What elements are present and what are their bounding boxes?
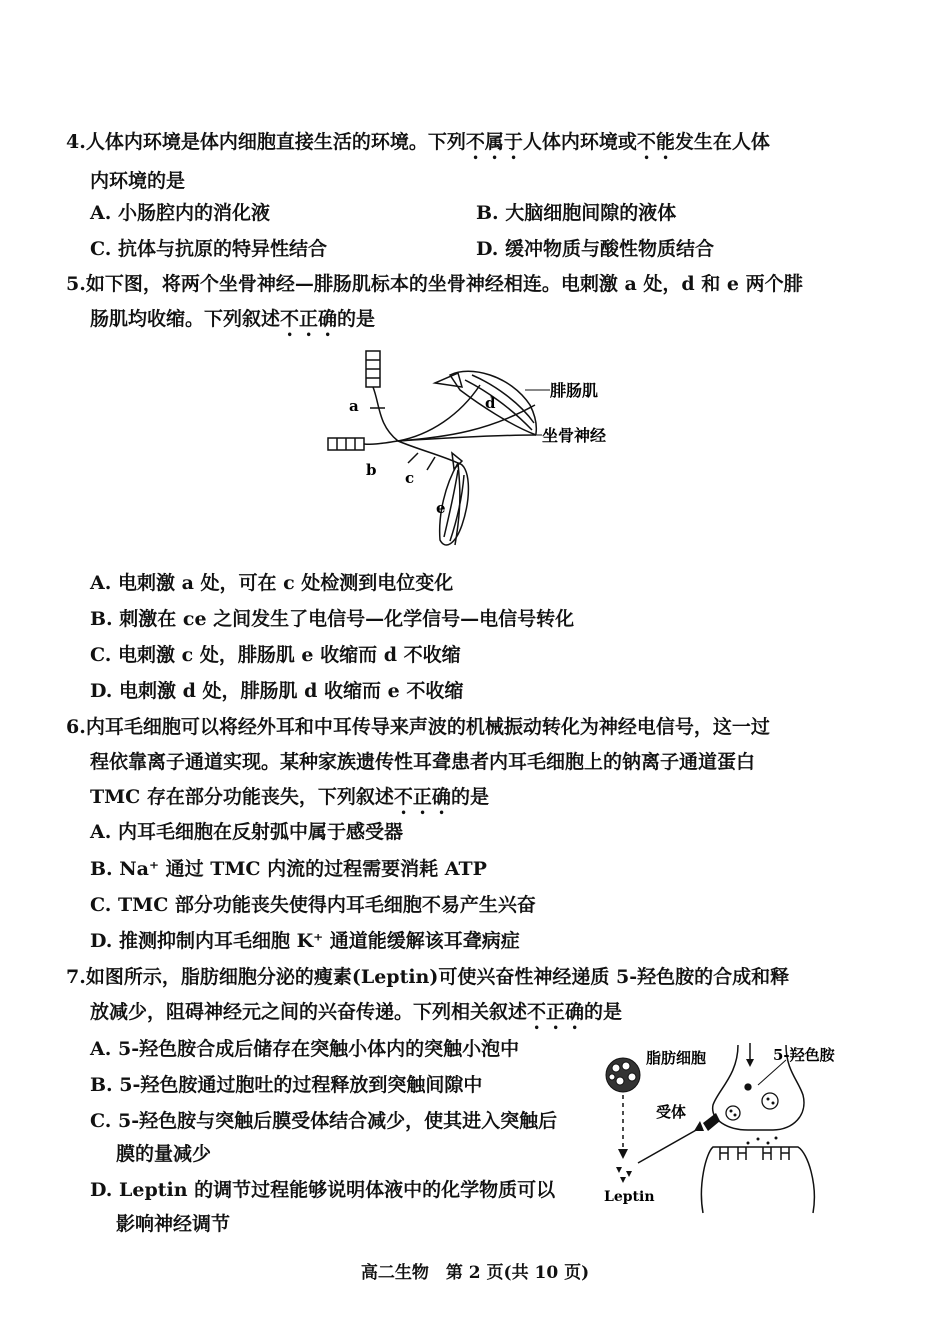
label-d: d (485, 394, 496, 412)
option-a: A. 内耳毛细胞在反射弧中属于感受器 (90, 821, 403, 843)
question-number: 4. (66, 131, 86, 153)
label-a: a (349, 397, 359, 415)
option-c: C. 抗体与抗原的特异性结合 (90, 238, 328, 260)
option-d: D. 推测抑制内耳毛细胞 K⁺ 通道能缓解该耳聋病症 (90, 930, 520, 952)
option-c: C. 5-羟色胺与突触后膜受体结合减少，使其进入突触后 (90, 1110, 558, 1132)
question-6 (66, 710, 866, 819)
stem-text: 放减少，阻碍神经元之间的兴奋传递。下列相关叙述 (90, 1001, 528, 1023)
emphasis-text: 不能 (636, 131, 675, 153)
stem-text: 内耳毛细胞可以将经外耳和中耳传导来声波的机械振动转化为神经电信号，这一过 (85, 716, 770, 738)
electrode-a (366, 351, 398, 441)
label-5ht: 5-羟色胺 (773, 1046, 835, 1064)
label-muscle: 腓肠肌 (550, 381, 599, 400)
stem-text: 内环境的是 (90, 170, 186, 192)
label-receptor: 受体 (656, 1103, 687, 1121)
stem-text: 人体内环境是体内细胞直接生活的环境。下列 (85, 131, 466, 153)
option-c-continued: 膜的量减少 (116, 1143, 212, 1165)
option-d: D. Leptin 的调节过程能够说明体液中的化学物质可以 (90, 1179, 556, 1201)
fat-cell-icon (606, 1058, 640, 1092)
stem-text: 发生在人体 (674, 131, 770, 153)
emphasis-text: 不属于 (465, 131, 523, 153)
option-b: B. 大脑细胞间隙的液体 (476, 202, 677, 224)
synapse-leptin-figure (598, 1035, 866, 1215)
receptor-icon (703, 1113, 720, 1131)
stem-text: 的是 (450, 786, 489, 808)
option-b: B. 刺激在 ce 之间发生了电信号—化学信号—电信号转化 (90, 608, 575, 630)
emphasis-text: 不正确 (527, 1001, 585, 1023)
label-b: b (366, 461, 377, 479)
option-a: A. 小肠腔内的消化液 (90, 202, 270, 224)
stem-text: 肠肌均收缩。下列叙述 (90, 308, 281, 330)
question-6-stem-line3 (66, 780, 866, 819)
option-d: D. 缓冲物质与酸性物质结合 (476, 238, 715, 260)
stem-text: 如下图，将两个坐骨神经—腓肠肌标本的坐骨神经相连。电刺激 a 处，d 和 e 两个腓 (85, 273, 803, 295)
label-c: c (405, 469, 415, 487)
question-5-stem-line2 (66, 302, 866, 341)
option-c: C. 电刺激 c 处，腓肠肌 e 收缩而 d 不收缩 (90, 644, 461, 666)
postsynaptic-membrane (701, 1147, 814, 1213)
question-4-stem (66, 125, 866, 164)
question-7 (66, 960, 866, 1034)
nerve-muscle-figure (310, 345, 640, 570)
leptin-molecules (616, 1167, 632, 1183)
question-7-stem-line2 (66, 995, 866, 1034)
stem-text: 的是 (337, 308, 376, 330)
question-6-stem (66, 710, 866, 745)
stem-text: 程依靠离子通道实现。某种家族遗传性耳聋患者内耳毛细胞上的钠离子通道蛋白 (90, 751, 756, 773)
electrode-b (328, 438, 398, 450)
option-c: C. TMC 部分功能丧失使得内耳毛细胞不易产生兴奋 (90, 894, 536, 916)
stem-text: 的是 (584, 1001, 623, 1023)
option-d-continued: 影响神经调节 (116, 1213, 231, 1235)
question-4 (66, 125, 866, 199)
stem-text: 如图所示，脂肪细胞分泌的瘦素(Leptin)可使兴奋性神经递质 5-羟色胺的合成和释 (85, 966, 790, 988)
label-fat-cell: 脂肪细胞 (646, 1049, 707, 1067)
question-number: 6. (66, 716, 86, 738)
postsynaptic-receptors (720, 1147, 789, 1160)
label-sciatic-nerve: 坐骨神经 (542, 426, 607, 445)
option-b: B. Na⁺ 通过 TMC 内流的过程需要消耗 ATP (90, 858, 487, 880)
question-number: 7. (66, 966, 86, 988)
stem-text: TMC 存在部分功能丧失，下列叙述 (90, 786, 394, 808)
page-footer: 高二生物 第 2 页(共 10 页) (360, 1263, 590, 1283)
stem-text: 人体内环境或 (522, 131, 637, 153)
option-a: A. 电刺激 a 处，可在 c 处检测到电位变化 (90, 572, 454, 594)
emphasis-text: 不正确 (280, 308, 338, 330)
label-e: e (436, 499, 446, 517)
option-a: A. 5-羟色胺合成后储存在突触小体内的突触小泡中 (90, 1038, 520, 1060)
label-leptin: Leptin (604, 1189, 655, 1205)
question-5 (66, 267, 866, 341)
question-7-stem (66, 960, 866, 995)
option-b: B. 5-羟色胺通过胞吐的过程释放到突触间隙中 (90, 1074, 483, 1096)
emphasis-text: 不正确 (393, 786, 451, 808)
question-5-stem (66, 267, 866, 302)
question-number: 5. (66, 273, 86, 295)
option-d: D. 电刺激 d 处，腓肠肌 d 收缩而 e 不收缩 (90, 680, 464, 702)
